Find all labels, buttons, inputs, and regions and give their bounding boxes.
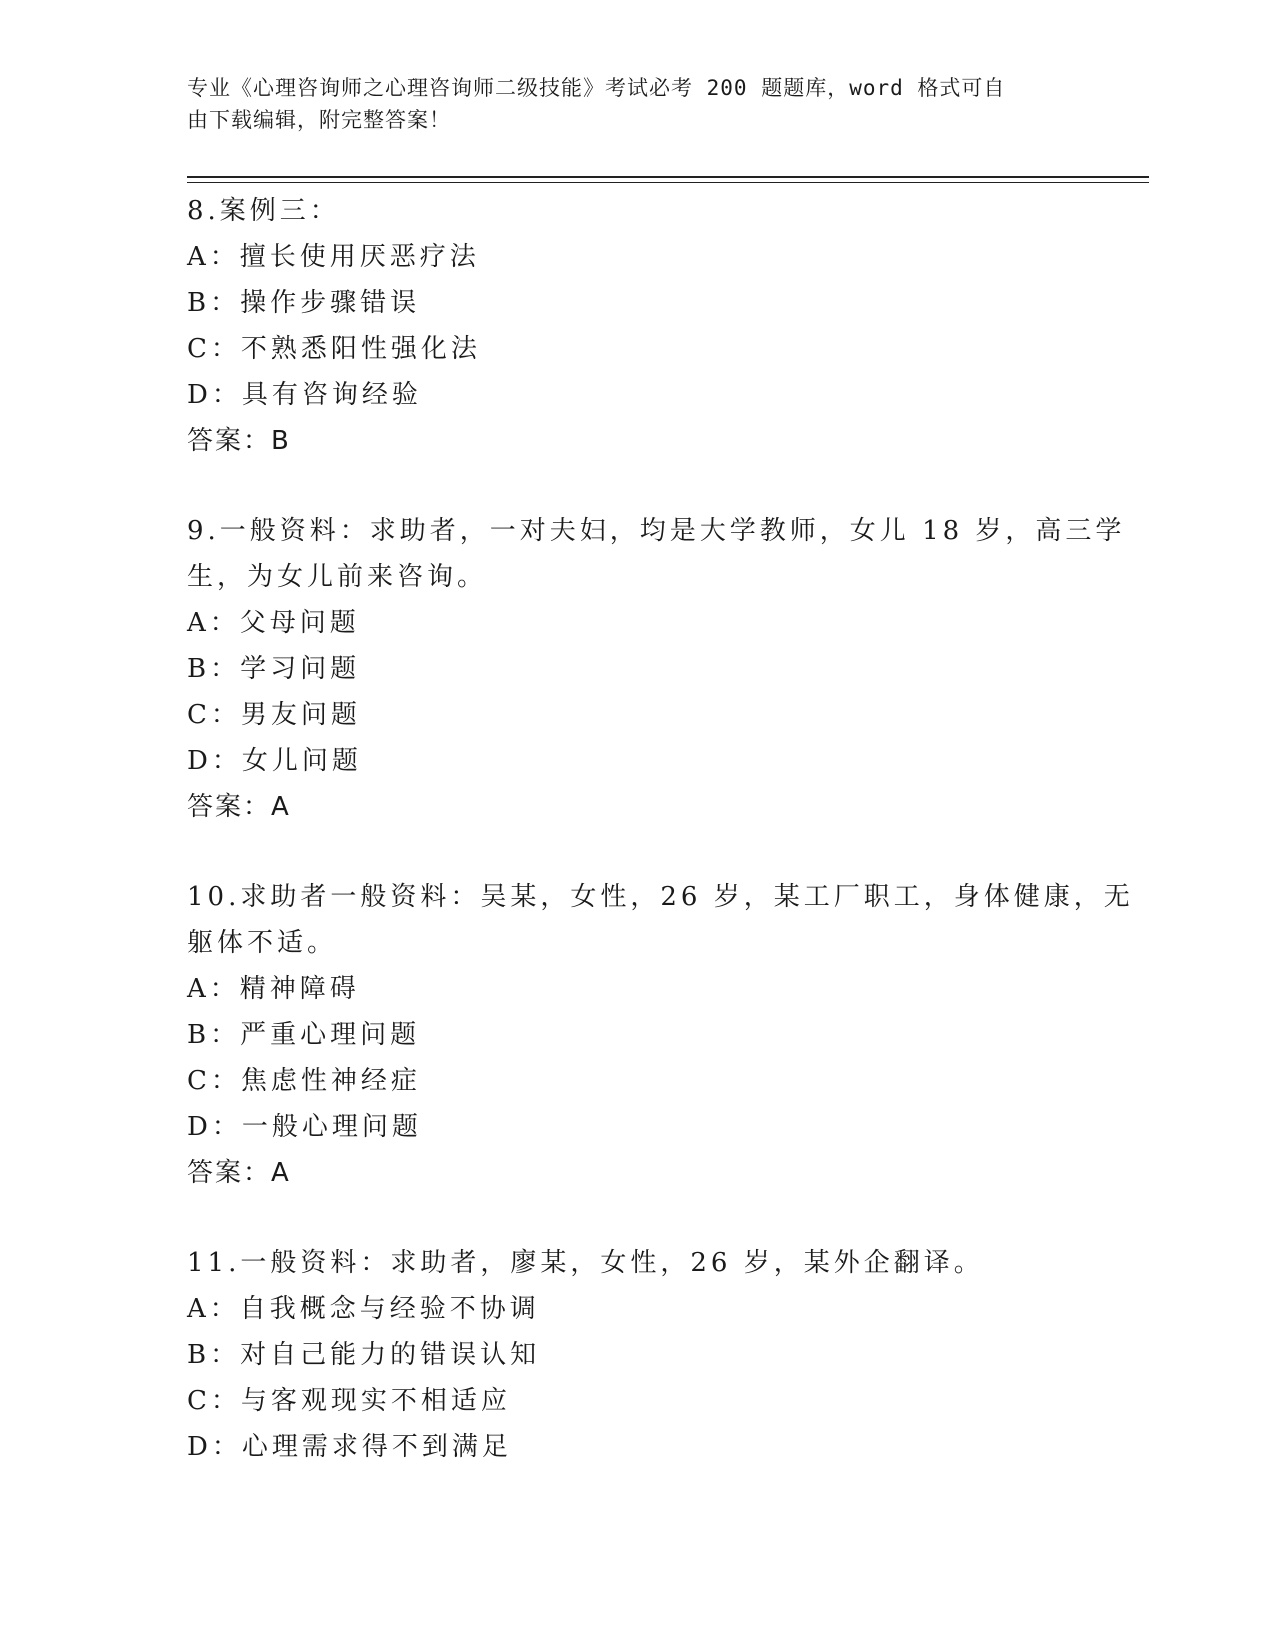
answer: 答案：B xyxy=(187,426,291,456)
question-10 xyxy=(187,874,1134,1196)
option-d: D：一般心理问题 xyxy=(187,1112,422,1142)
option-b: B：学习问题 xyxy=(187,654,361,684)
question-stem: 8.案例三： xyxy=(187,196,340,226)
question-9 xyxy=(187,508,1126,830)
option-b: B：严重心理问题 xyxy=(187,1020,421,1050)
option-c: C：男友问题 xyxy=(187,700,361,730)
header-line-2: 由下载编辑，附完整答案！ xyxy=(187,108,451,132)
question-stem-cont: 躯体不适。 xyxy=(187,928,338,958)
header-line-1: 专业《心理咨询师之心理咨询师二级技能》考试必考 200 题题库，word 格式可自 xyxy=(187,76,1006,100)
option-b: B：操作步骤错误 xyxy=(187,288,421,318)
option-a: A：自我概念与经验不协调 xyxy=(187,1294,540,1324)
question-stem: 9.一般资料：求助者，一对夫妇，均是大学教师，女儿 18 岁，高三学 xyxy=(187,516,1126,546)
header-divider-thick xyxy=(187,176,1149,178)
option-a: A：擅长使用厌恶疗法 xyxy=(187,242,480,272)
option-d: D：女儿问题 xyxy=(187,746,362,776)
option-c: C：焦虑性神经症 xyxy=(187,1066,421,1096)
question-11 xyxy=(187,1240,1087,1470)
option-d: D：心理需求得不到满足 xyxy=(187,1432,512,1462)
answer: 答案：A xyxy=(187,792,291,822)
option-a: A：父母问题 xyxy=(187,608,360,638)
question-8 xyxy=(187,188,1087,464)
document-header xyxy=(187,72,1067,136)
option-a: A：精神障碍 xyxy=(187,974,360,1004)
question-list xyxy=(187,188,1134,1470)
question-stem-cont: 生，为女儿前来咨询。 xyxy=(187,562,488,592)
option-c: C：与客观现实不相适应 xyxy=(187,1386,511,1416)
option-d: D：具有咨询经验 xyxy=(187,380,422,410)
question-stem: 10.求助者一般资料：吴某，女性，26 岁，某工厂职工，身体健康，无 xyxy=(187,882,1134,912)
option-b: B：对自己能力的错误认知 xyxy=(187,1340,541,1370)
question-stem: 11.一般资料：求助者，廖某，女性，26 岁，某外企翻译。 xyxy=(187,1248,984,1278)
header-divider-thin xyxy=(187,182,1149,183)
option-c: C：不熟悉阳性强化法 xyxy=(187,334,481,364)
answer: 答案：A xyxy=(187,1158,291,1188)
